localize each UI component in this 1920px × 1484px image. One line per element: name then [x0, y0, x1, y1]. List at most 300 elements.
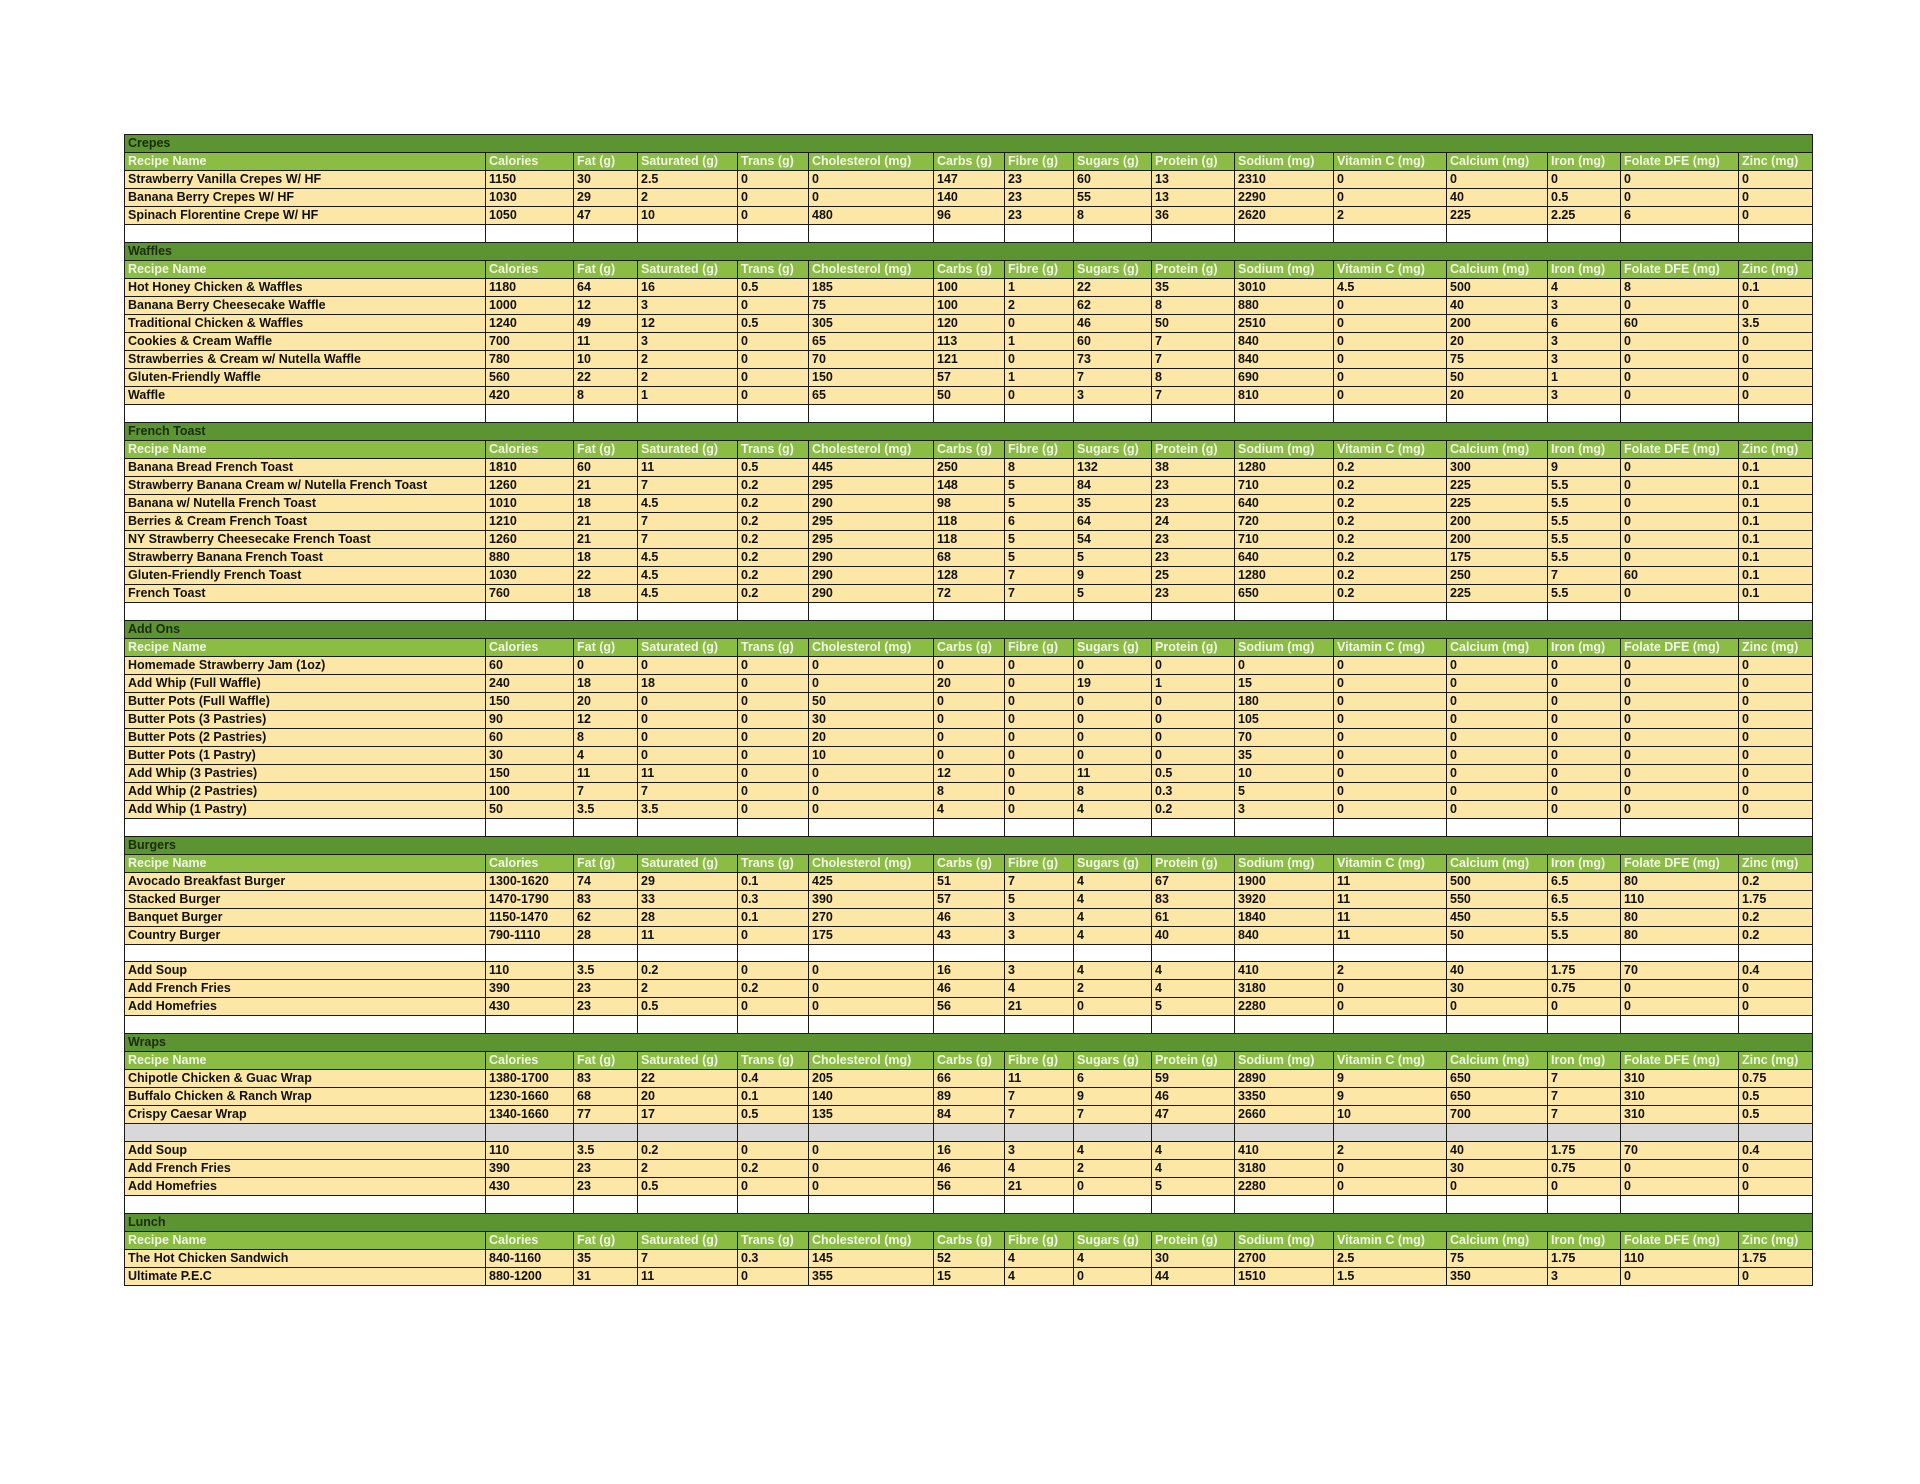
spacer-cell — [486, 1016, 574, 1034]
value-cell: 89 — [934, 1088, 1005, 1106]
column-header: Cholesterol (mg) — [809, 638, 934, 656]
value-cell: 0.5 — [738, 1106, 809, 1124]
value-cell: 0 — [1334, 710, 1447, 728]
value-cell: 0 — [809, 962, 934, 980]
value-cell: 9 — [1334, 1088, 1447, 1106]
value-cell: 0 — [1739, 782, 1813, 800]
value-cell: 0 — [1548, 800, 1621, 818]
value-cell: 2 — [638, 368, 738, 386]
column-header: Calories — [486, 638, 574, 656]
value-cell: 13 — [1152, 171, 1235, 189]
value-cell: 0.1 — [1739, 548, 1813, 566]
value-cell: 52 — [934, 1250, 1005, 1268]
value-cell: 0.1 — [738, 1088, 809, 1106]
value-cell: 3350 — [1235, 1088, 1334, 1106]
value-cell: 0 — [1621, 350, 1739, 368]
column-header: Zinc (mg) — [1739, 153, 1813, 171]
value-cell: 46 — [1074, 314, 1152, 332]
value-cell: 0.2 — [1334, 548, 1447, 566]
value-cell: 0 — [1621, 368, 1739, 386]
value-cell: 2 — [1334, 207, 1447, 225]
column-header: Protein (g) — [1152, 153, 1235, 171]
value-cell: 96 — [934, 207, 1005, 225]
table-row — [125, 207, 1813, 225]
value-cell: 73 — [1074, 350, 1152, 368]
value-cell: 30 — [574, 171, 638, 189]
value-cell: 11 — [1334, 908, 1447, 926]
value-cell: 20 — [574, 692, 638, 710]
value-cell: 0 — [1334, 656, 1447, 674]
value-cell: 5.5 — [1548, 584, 1621, 602]
value-cell: 445 — [809, 458, 934, 476]
value-cell: 3010 — [1235, 278, 1334, 296]
spacer-row — [125, 1124, 1813, 1142]
value-cell: 105 — [1235, 710, 1334, 728]
value-cell: 1.75 — [1548, 1142, 1621, 1160]
value-cell: 0 — [1621, 512, 1739, 530]
spacer-cell — [1235, 1124, 1334, 1142]
table-row — [125, 746, 1813, 764]
value-cell: 21 — [574, 476, 638, 494]
table-row — [125, 782, 1813, 800]
value-cell: 0 — [738, 350, 809, 368]
value-cell: 23 — [1152, 548, 1235, 566]
column-header: Trans (g) — [738, 1052, 809, 1070]
column-header: Calcium (mg) — [1447, 854, 1548, 872]
spacer-cell — [1548, 404, 1621, 422]
value-cell: 2 — [1334, 1142, 1447, 1160]
spacer-cell — [809, 404, 934, 422]
section-title: Lunch — [125, 1214, 1813, 1232]
value-cell: 84 — [934, 1106, 1005, 1124]
value-cell: 810 — [1235, 386, 1334, 404]
table-row — [125, 189, 1813, 207]
value-cell: 0 — [1447, 656, 1548, 674]
table-row — [125, 1088, 1813, 1106]
spacer-cell — [738, 1196, 809, 1214]
value-cell: 1470-1790 — [486, 890, 574, 908]
value-cell: 21 — [574, 530, 638, 548]
column-header: Calories — [486, 153, 574, 171]
value-cell: 9 — [1334, 1070, 1447, 1088]
spacer-cell — [1152, 225, 1235, 243]
spacer-cell — [574, 944, 638, 962]
column-header: Iron (mg) — [1548, 260, 1621, 278]
recipe-name-cell: The Hot Chicken Sandwich — [125, 1250, 486, 1268]
value-cell: 0 — [1334, 980, 1447, 998]
spacer-cell — [1074, 1196, 1152, 1214]
spacer-cell — [1152, 1196, 1235, 1214]
column-header: Protein (g) — [1152, 440, 1235, 458]
table-row — [125, 692, 1813, 710]
spacer-cell — [574, 1016, 638, 1034]
value-cell: 19 — [1074, 674, 1152, 692]
value-cell: 0 — [738, 1142, 809, 1160]
value-cell: 18 — [574, 584, 638, 602]
spacer-cell — [1074, 1016, 1152, 1034]
value-cell: 0 — [1739, 296, 1813, 314]
value-cell: 65 — [809, 386, 934, 404]
value-cell: 7 — [574, 782, 638, 800]
value-cell: 23 — [574, 1160, 638, 1178]
recipe-name-cell: Strawberry Banana French Toast — [125, 548, 486, 566]
value-cell: 6.5 — [1548, 872, 1621, 890]
value-cell: 3180 — [1235, 1160, 1334, 1178]
value-cell: 0 — [1005, 782, 1074, 800]
value-cell: 1 — [1152, 674, 1235, 692]
value-cell: 70 — [1235, 728, 1334, 746]
value-cell: 150 — [809, 368, 934, 386]
column-header: Saturated (g) — [638, 638, 738, 656]
column-header: Fat (g) — [574, 1052, 638, 1070]
column-header: Fat (g) — [574, 1232, 638, 1250]
value-cell: 480 — [809, 207, 934, 225]
section-title-row — [125, 620, 1813, 638]
column-header: Sugars (g) — [1074, 1232, 1152, 1250]
value-cell: 64 — [574, 278, 638, 296]
value-cell: 200 — [1447, 314, 1548, 332]
value-cell: 0.2 — [738, 1160, 809, 1178]
table-row — [125, 1106, 1813, 1124]
value-cell: 74 — [574, 872, 638, 890]
recipe-name-cell: Stacked Burger — [125, 890, 486, 908]
column-header: Fibre (g) — [1005, 638, 1074, 656]
column-header: Sodium (mg) — [1235, 440, 1334, 458]
value-cell: 3 — [1074, 386, 1152, 404]
spacer-cell — [1334, 1124, 1447, 1142]
spacer-cell — [638, 225, 738, 243]
value-cell: 880 — [486, 548, 574, 566]
spacer-cell — [809, 1124, 934, 1142]
column-header: Fat (g) — [574, 638, 638, 656]
table-row — [125, 548, 1813, 566]
value-cell: 8 — [574, 728, 638, 746]
value-cell: 21 — [1005, 998, 1074, 1016]
column-header: Zinc (mg) — [1739, 854, 1813, 872]
value-cell: 72 — [934, 584, 1005, 602]
spacer-cell — [1235, 602, 1334, 620]
value-cell: 0 — [738, 926, 809, 944]
spacer-cell — [574, 602, 638, 620]
value-cell: 15 — [1235, 674, 1334, 692]
value-cell: 2 — [1005, 296, 1074, 314]
value-cell: 0 — [1334, 764, 1447, 782]
column-header: Zinc (mg) — [1739, 1052, 1813, 1070]
table-row — [125, 1250, 1813, 1268]
spacer-cell — [1447, 404, 1548, 422]
recipe-name-cell: Add Homefries — [125, 998, 486, 1016]
value-cell: 0 — [1334, 368, 1447, 386]
value-cell: 0 — [1447, 728, 1548, 746]
value-cell: 0.5 — [638, 998, 738, 1016]
value-cell: 100 — [934, 296, 1005, 314]
table-row — [125, 458, 1813, 476]
value-cell: 0.3 — [738, 890, 809, 908]
column-header: Fat (g) — [574, 153, 638, 171]
recipe-name-cell: Spinach Florentine Crepe W/ HF — [125, 207, 486, 225]
value-cell: 185 — [809, 278, 934, 296]
column-header: Iron (mg) — [1548, 1232, 1621, 1250]
value-cell: 2 — [1074, 1160, 1152, 1178]
value-cell: 0.75 — [1548, 1160, 1621, 1178]
value-cell: 0 — [1621, 728, 1739, 746]
recipe-name-cell: Banana Bread French Toast — [125, 458, 486, 476]
value-cell: 29 — [638, 872, 738, 890]
value-cell: 0.2 — [1334, 530, 1447, 548]
value-cell: 0 — [1334, 189, 1447, 207]
section-title: Add Ons — [125, 620, 1813, 638]
value-cell: 7 — [638, 476, 738, 494]
value-cell: 880 — [1235, 296, 1334, 314]
value-cell: 7 — [638, 782, 738, 800]
column-header: Fibre (g) — [1005, 440, 1074, 458]
value-cell: 840-1160 — [486, 1250, 574, 1268]
value-cell: 700 — [1447, 1106, 1548, 1124]
value-cell: 44 — [1152, 1268, 1235, 1286]
value-cell: 3.5 — [574, 1142, 638, 1160]
spacer-cell — [809, 1196, 934, 1214]
value-cell: 30 — [809, 710, 934, 728]
value-cell: 310 — [1621, 1070, 1739, 1088]
column-header: Fibre (g) — [1005, 1052, 1074, 1070]
value-cell: 0 — [1739, 656, 1813, 674]
value-cell: 0.2 — [738, 980, 809, 998]
spacer-cell — [934, 1196, 1005, 1214]
value-cell: 4 — [1005, 1250, 1074, 1268]
column-header: Calcium (mg) — [1447, 638, 1548, 656]
spacer-cell — [1074, 404, 1152, 422]
value-cell: 2660 — [1235, 1106, 1334, 1124]
value-cell: 35 — [1152, 278, 1235, 296]
value-cell: 450 — [1447, 908, 1548, 926]
spacer-cell — [125, 944, 486, 962]
value-cell: 23 — [1152, 494, 1235, 512]
spacer-cell — [1447, 1124, 1548, 1142]
value-cell: 0.2 — [638, 962, 738, 980]
value-cell: 13 — [1152, 189, 1235, 207]
value-cell: 46 — [934, 1160, 1005, 1178]
value-cell: 1150 — [486, 171, 574, 189]
value-cell: 0 — [1334, 1178, 1447, 1196]
value-cell: 2 — [1334, 962, 1447, 980]
value-cell: 4 — [1152, 1142, 1235, 1160]
value-cell: 0 — [1739, 764, 1813, 782]
value-cell: 0 — [1005, 710, 1074, 728]
value-cell: 5.5 — [1548, 476, 1621, 494]
spacer-cell — [1074, 602, 1152, 620]
value-cell: 5 — [1152, 1178, 1235, 1196]
spacer-cell — [1152, 944, 1235, 962]
value-cell: 5 — [1235, 782, 1334, 800]
value-cell: 60 — [1621, 314, 1739, 332]
value-cell: 0.2 — [1334, 512, 1447, 530]
value-cell: 0 — [1739, 674, 1813, 692]
spacer-cell — [934, 602, 1005, 620]
column-header: Sugars (g) — [1074, 260, 1152, 278]
value-cell: 16 — [638, 278, 738, 296]
value-cell: 1030 — [486, 566, 574, 584]
value-cell: 390 — [809, 890, 934, 908]
value-cell: 0 — [1621, 584, 1739, 602]
value-cell: 121 — [934, 350, 1005, 368]
value-cell: 0 — [1621, 782, 1739, 800]
value-cell: 11 — [638, 764, 738, 782]
column-header: Cholesterol (mg) — [809, 260, 934, 278]
recipe-name-cell: Cookies & Cream Waffle — [125, 332, 486, 350]
column-header: Calcium (mg) — [1447, 153, 1548, 171]
value-cell: 36 — [1152, 207, 1235, 225]
value-cell: 0 — [738, 782, 809, 800]
spacer-cell — [1739, 602, 1813, 620]
spacer-cell — [738, 225, 809, 243]
spacer-cell — [809, 602, 934, 620]
column-header: Sodium (mg) — [1235, 260, 1334, 278]
spacer-cell — [1005, 818, 1074, 836]
value-cell: 60 — [1074, 171, 1152, 189]
recipe-name-cell: Avocado Breakfast Burger — [125, 872, 486, 890]
value-cell: 50 — [934, 386, 1005, 404]
column-header: Cholesterol (mg) — [809, 440, 934, 458]
spacer-cell — [1152, 1124, 1235, 1142]
value-cell: 110 — [486, 1142, 574, 1160]
value-cell: 4 — [1074, 800, 1152, 818]
value-cell: 5 — [1005, 548, 1074, 566]
recipe-name-cell: Add Homefries — [125, 1178, 486, 1196]
value-cell: 68 — [934, 548, 1005, 566]
value-cell: 5 — [1005, 530, 1074, 548]
column-header-row — [125, 1232, 1813, 1250]
column-header: Sugars (g) — [1074, 854, 1152, 872]
column-header: Trans (g) — [738, 854, 809, 872]
spacer-cell — [1334, 1196, 1447, 1214]
value-cell: 12 — [574, 710, 638, 728]
value-cell: 0 — [574, 656, 638, 674]
value-cell: 70 — [1621, 962, 1739, 980]
value-cell: 1810 — [486, 458, 574, 476]
spacer-cell — [638, 1124, 738, 1142]
column-header: Zinc (mg) — [1739, 440, 1813, 458]
value-cell: 60 — [574, 458, 638, 476]
value-cell: 180 — [1235, 692, 1334, 710]
value-cell: 7 — [1074, 368, 1152, 386]
spacer-cell — [1447, 602, 1548, 620]
spacer-cell — [638, 1016, 738, 1034]
value-cell: 650 — [1235, 584, 1334, 602]
spacer-cell — [1235, 818, 1334, 836]
value-cell: 0 — [1152, 728, 1235, 746]
spacer-cell — [934, 1124, 1005, 1142]
value-cell: 70 — [1621, 1142, 1739, 1160]
spacer-cell — [1005, 1016, 1074, 1034]
spacer-cell — [486, 1124, 574, 1142]
value-cell: 0 — [1074, 746, 1152, 764]
value-cell: 0.4 — [1739, 1142, 1813, 1160]
value-cell: 0 — [1447, 764, 1548, 782]
value-cell: 2510 — [1235, 314, 1334, 332]
column-header: Recipe Name — [125, 260, 486, 278]
spacer-cell — [1074, 818, 1152, 836]
value-cell: 790-1110 — [486, 926, 574, 944]
value-cell: 132 — [1074, 458, 1152, 476]
table-row — [125, 494, 1813, 512]
value-cell: 0 — [1447, 1178, 1548, 1196]
recipe-name-cell: French Toast — [125, 584, 486, 602]
column-header: Fibre (g) — [1005, 260, 1074, 278]
value-cell: 0 — [1447, 800, 1548, 818]
value-cell: 270 — [809, 908, 934, 926]
spacer-cell — [1548, 225, 1621, 243]
recipe-name-cell: Hot Honey Chicken & Waffles — [125, 278, 486, 296]
spacer-cell — [1334, 404, 1447, 422]
value-cell: 50 — [1447, 368, 1548, 386]
value-cell: 7 — [1152, 350, 1235, 368]
column-header: Cholesterol (mg) — [809, 1052, 934, 1070]
recipe-name-cell: Add French Fries — [125, 1160, 486, 1178]
value-cell: 24 — [1152, 512, 1235, 530]
value-cell: 3 — [1005, 926, 1074, 944]
value-cell: 20 — [1447, 332, 1548, 350]
value-cell: 0 — [1739, 189, 1813, 207]
table-row — [125, 566, 1813, 584]
value-cell: 0 — [1548, 171, 1621, 189]
value-cell: 84 — [1074, 476, 1152, 494]
value-cell: 4 — [1152, 962, 1235, 980]
spacer-cell — [486, 225, 574, 243]
value-cell: 7 — [1005, 584, 1074, 602]
value-cell: 8 — [1621, 278, 1739, 296]
value-cell: 0.1 — [738, 908, 809, 926]
value-cell: 40 — [1447, 189, 1548, 207]
value-cell: 128 — [934, 566, 1005, 584]
value-cell: 0 — [1739, 1178, 1813, 1196]
spacer-cell — [1739, 944, 1813, 962]
value-cell: 60 — [486, 656, 574, 674]
table-row — [125, 908, 1813, 926]
table-row — [125, 1142, 1813, 1160]
value-cell: 0 — [809, 782, 934, 800]
value-cell: 1.75 — [1548, 1250, 1621, 1268]
value-cell: 0.2 — [1739, 908, 1813, 926]
value-cell: 1900 — [1235, 872, 1334, 890]
value-cell: 3920 — [1235, 890, 1334, 908]
value-cell: 0 — [1548, 710, 1621, 728]
table-row — [125, 764, 1813, 782]
value-cell: 1.5 — [1334, 1268, 1447, 1286]
value-cell: 0 — [1447, 746, 1548, 764]
column-header: Folate DFE (mg) — [1621, 1232, 1739, 1250]
value-cell: 420 — [486, 386, 574, 404]
table-row — [125, 890, 1813, 908]
value-cell: 57 — [934, 368, 1005, 386]
recipe-name-cell: Butter Pots (Full Waffle) — [125, 692, 486, 710]
value-cell: 0 — [738, 656, 809, 674]
value-cell: 1 — [1005, 332, 1074, 350]
table-row — [125, 872, 1813, 890]
value-cell: 7 — [1548, 566, 1621, 584]
column-header: Carbs (g) — [934, 1232, 1005, 1250]
table-row — [125, 962, 1813, 980]
column-header: Sodium (mg) — [1235, 1232, 1334, 1250]
value-cell: 16 — [934, 962, 1005, 980]
value-cell: 4 — [1152, 1160, 1235, 1178]
recipe-name-cell: Country Burger — [125, 926, 486, 944]
value-cell: 0 — [934, 710, 1005, 728]
recipe-name-cell: Add Whip (3 Pastries) — [125, 764, 486, 782]
value-cell: 290 — [809, 494, 934, 512]
spacer-cell — [574, 1124, 638, 1142]
spacer-cell — [1152, 818, 1235, 836]
value-cell: 23 — [1152, 530, 1235, 548]
